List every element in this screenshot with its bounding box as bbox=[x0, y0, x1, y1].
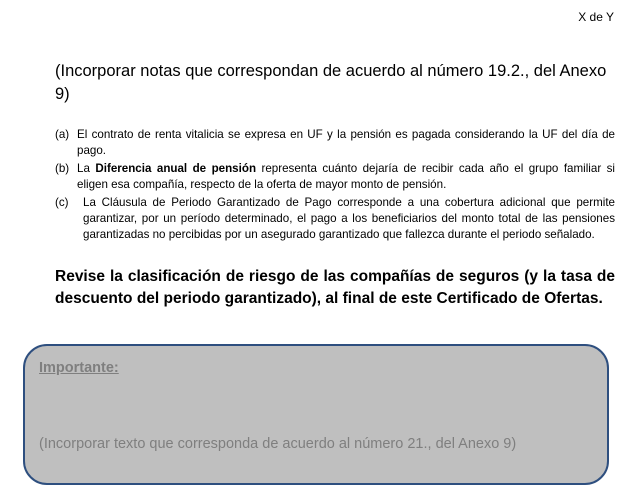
note-text: La Cláusula de Periodo Garantizado de Pago corresponde a una cobertura adicional que permite garantizar, por un período determinado, el pago a los beneficiarios del monto total de las pensiones garantizadas no percibidas por un asegurado garantizado que fallezca durante el periodo señalado. bbox=[83, 196, 615, 241]
note-marker: (b) bbox=[55, 162, 70, 175]
important-title: Importante: bbox=[39, 360, 119, 376]
note-marker: (a) bbox=[55, 128, 70, 141]
note-bold-term: Diferencia anual de pensión bbox=[95, 162, 257, 175]
note-rest: representa cuánto dejaría de recibir cada año el grupo familiar si eligen esa compañía, respecto de la oferta de mayor monto de pensión. bbox=[77, 162, 616, 191]
page-indicator: X de Y bbox=[578, 10, 614, 24]
note-a bbox=[55, 127, 615, 159]
notes-list bbox=[55, 127, 615, 245]
risk-classification-warning: Revise la clasificación de riesgo de las compañías de seguros (y la tasa de descuento del periodo garantizado), al final de este Certificado de Ofertas. bbox=[55, 268, 615, 307]
note-marker: (c) bbox=[55, 196, 69, 209]
important-box bbox=[23, 344, 609, 485]
note-prefix: La bbox=[77, 162, 96, 175]
notes-instruction: (Incorporar notas que correspondan de acuerdo al número 19.2., del Anexo 9) bbox=[55, 62, 607, 103]
note-text: El contrato de renta vitalicia se expresa en UF y la pensión es pagada considerando la UF del día de pago. bbox=[77, 128, 615, 157]
note-c bbox=[55, 195, 615, 243]
note-b bbox=[55, 161, 615, 193]
note-text bbox=[77, 161, 615, 193]
important-text: (Incorporar texto que corresponda de acuerdo al número 21., del Anexo 9) bbox=[39, 436, 517, 452]
